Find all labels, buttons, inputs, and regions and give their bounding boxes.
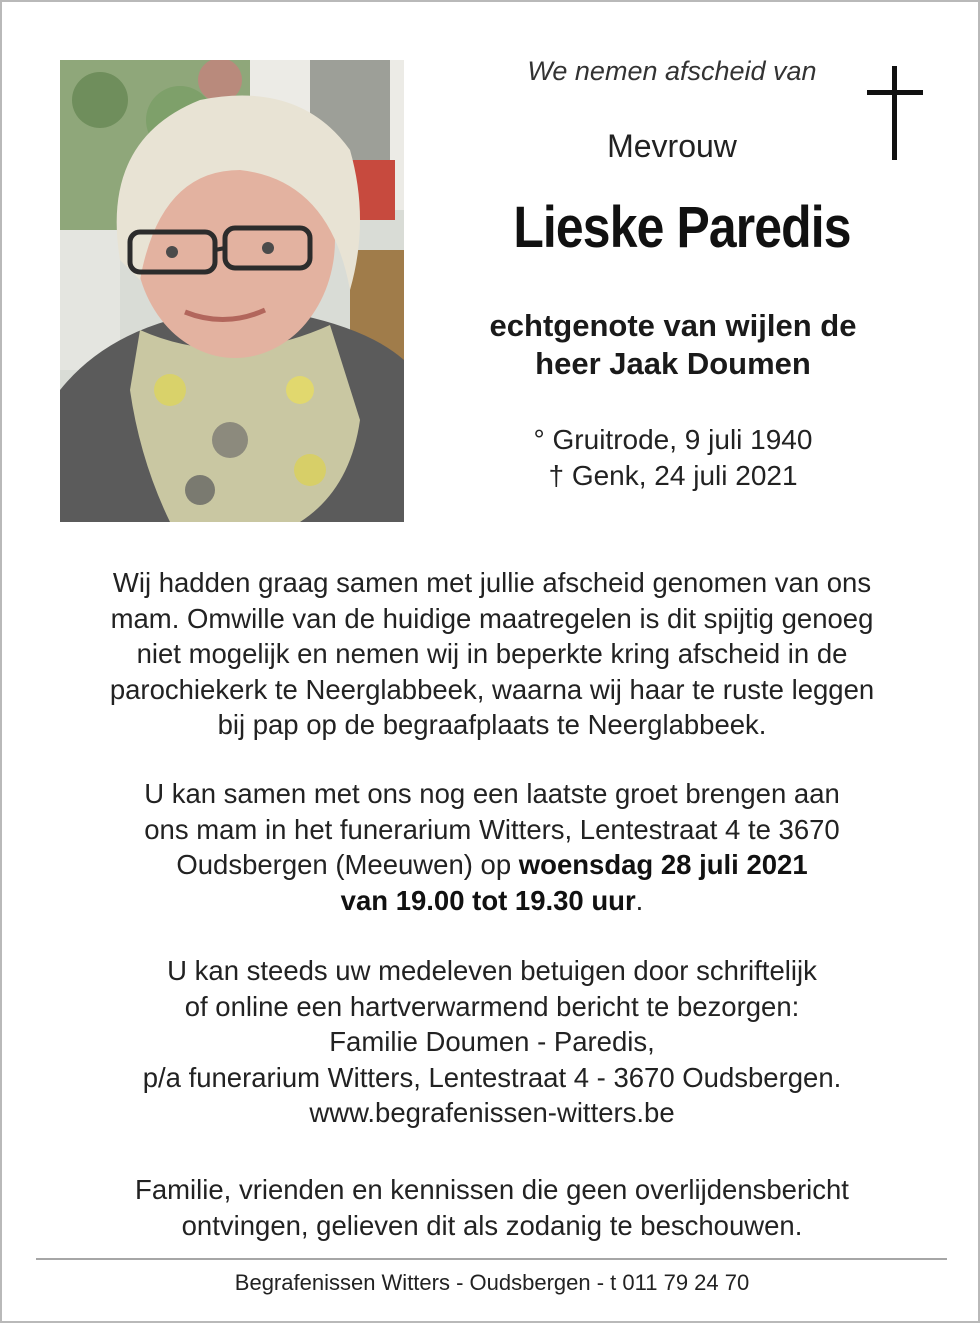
visitation-time: van 19.00 tot 19.30 uur — [340, 884, 636, 916]
text-line: bij pap op de begraafplaats te Neerglabbeek. — [217, 709, 767, 740]
paragraph-farewell — [42, 565, 942, 743]
text-line: niet mogelijk en nemen wij in beperkte kring afscheid in de — [136, 638, 848, 669]
text-line: parochiekerk te Neerglabbeek, waarna wij haar te ruste leggen — [109, 673, 875, 705]
text-line: U kan steeds uw medeleven betuigen door schriftelijk — [167, 955, 817, 986]
family-name: Familie Doumen - Paredis, — [329, 1026, 655, 1057]
text-line: ontvingen, gelieven dit als zodanig te beschouwen. — [181, 1209, 803, 1241]
honorific: Mevrouw — [607, 128, 737, 164]
text-fragment: . — [635, 884, 644, 916]
portrait-photo — [60, 60, 404, 522]
text-fragment: Oudsbergen (Meeuwen) op — [176, 849, 519, 880]
website-link[interactable]: www.begrafenissen-witters.be — [309, 1097, 675, 1128]
life-dates — [422, 422, 924, 494]
text-line: of online een hartverwarmend bericht te bezorgen: — [184, 990, 800, 1022]
birth-date: ° Gruitrode, 9 juli 1940 — [533, 424, 813, 455]
visitation-date: woensdag 28 juli 2021 — [518, 849, 808, 880]
text-line: mam. Omwille van de huidige maatregelen is dit spijtig genoeg — [110, 602, 874, 634]
text-line — [42, 883, 942, 919]
text-line: Wij hadden graag samen met jullie afscheid genomen van ons — [112, 567, 872, 598]
paragraph-condolences — [42, 953, 942, 1131]
spouse-info — [422, 307, 924, 383]
paragraph-notice — [42, 1172, 942, 1243]
paragraph-visitation — [42, 776, 942, 918]
text-line — [42, 847, 942, 883]
intro-text: We nemen afscheid van — [527, 56, 817, 86]
text-line: ons mam in het funerarium Witters, Lentestraat 4 te 3670 — [144, 813, 840, 845]
deceased-name: Lieske Paredis — [513, 195, 851, 260]
death-date: † Genk, 24 juli 2021 — [548, 460, 798, 491]
address-line: p/a funerarium Witters, Lentestraat 4 - 3670 Oudsbergen. — [142, 1061, 842, 1093]
footer-text: Begrafenissen Witters - Oudsbergen - t 011 79 24 70 — [234, 1270, 750, 1295]
footer-divider — [36, 1258, 947, 1260]
text-line: U kan samen met ons nog een laatste groet brengen aan — [144, 778, 840, 809]
text-line: Familie, vrienden en kennissen die geen overlijdensbericht — [135, 1174, 849, 1205]
spouse-line: echtgenote van wijlen de — [489, 308, 857, 343]
spouse-line: heer Jaak Doumen — [535, 346, 811, 381]
